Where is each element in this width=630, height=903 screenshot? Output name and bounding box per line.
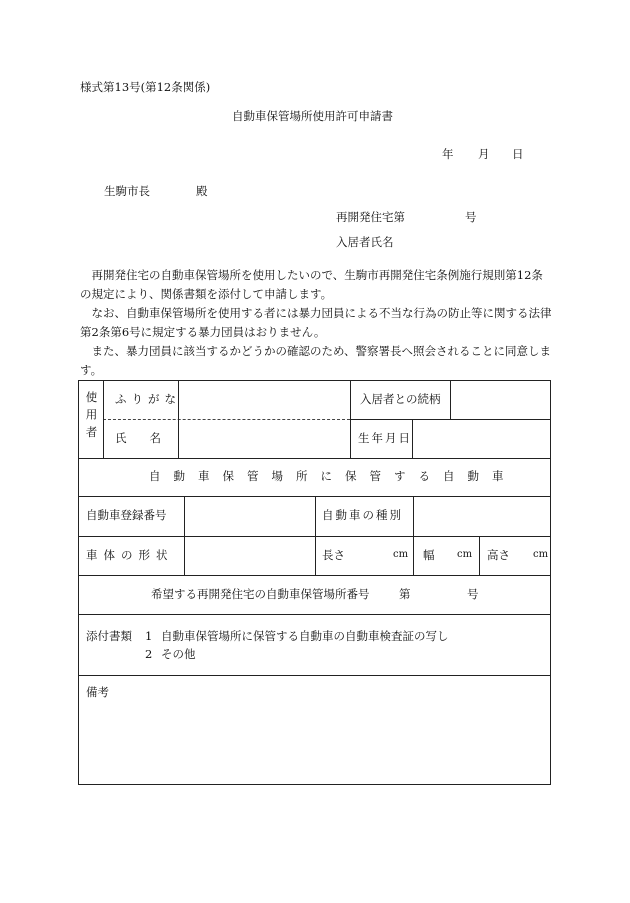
paragraph-application: 再開発住宅の自動車保管場所を使用したいので、生駒市再開発住宅条例施行規則第12条の規定により、関係書類を添付して申請します。 xyxy=(80,268,543,301)
addressee-name: 生駒市長 xyxy=(104,184,150,198)
relation-field[interactable] xyxy=(451,383,549,418)
height-label: 高さ xyxy=(487,548,510,562)
attachments-label: 添付書類 xyxy=(86,629,132,643)
body-text xyxy=(80,266,552,380)
desired-space-prefix: 第 xyxy=(399,587,411,601)
registration-number-label: 自動車登録番号 xyxy=(86,508,167,522)
registration-number-field[interactable] xyxy=(185,498,314,534)
date-day-label: 日 xyxy=(512,147,524,161)
col-divider xyxy=(315,496,316,575)
col-divider xyxy=(413,536,414,575)
attachment-2-number: 2 xyxy=(145,647,153,661)
paragraph-consent: また、暴力団員に該当するかどうかの確認のため、警察署長へ照会されることに同意します。 xyxy=(80,344,552,377)
vehicle-type-label: 自動車の種別 xyxy=(322,508,403,522)
length-unit: cm xyxy=(393,549,409,560)
date-year-label: 年 xyxy=(442,147,454,161)
housing-number-label: 再開発住宅第 xyxy=(336,210,405,224)
row-divider xyxy=(79,458,550,459)
furigana-divider xyxy=(103,419,350,420)
attachment-1-number: 1 xyxy=(145,629,153,643)
remarks-field[interactable] xyxy=(81,703,548,781)
body-shape-field[interactable] xyxy=(185,538,314,573)
attachment-1-text: 自動車保管場所に保管する自動車の自動車検査証の写し xyxy=(161,629,449,643)
body-shape-label: 車体の形状 xyxy=(86,548,174,562)
row-divider xyxy=(350,419,551,420)
desired-space-suffix: 号 xyxy=(467,587,479,601)
remarks-label: 備考 xyxy=(86,685,109,699)
vehicle-section-title: 自動車保管場所に保管する自動車 xyxy=(149,469,517,483)
relation-label: 入居者との続柄 xyxy=(360,392,441,406)
width-unit: cm xyxy=(457,549,473,560)
addressee-honorific: 殿 xyxy=(196,184,208,198)
row-divider xyxy=(79,675,550,676)
furigana-label: ふりがな xyxy=(115,392,181,406)
col-divider xyxy=(103,381,104,458)
form-number: 様式第13号(第12条関係) xyxy=(80,80,211,94)
housing-number-suffix: 号 xyxy=(465,210,477,224)
application-form-table xyxy=(78,380,551,785)
birth-date-field[interactable] xyxy=(413,421,549,456)
col-divider xyxy=(350,381,351,458)
width-label: 幅 xyxy=(423,548,435,562)
name-field[interactable] xyxy=(179,421,349,456)
length-label: 長さ xyxy=(322,548,345,562)
document-title: 自動車保管場所使用許可申請書 xyxy=(232,109,393,123)
attachment-2-text: その他 xyxy=(161,647,196,661)
resident-name-label: 入居者氏名 xyxy=(336,235,394,249)
height-unit: cm xyxy=(533,549,549,560)
birth-date-label: 生年月日 xyxy=(358,431,412,445)
date-month-label: 月 xyxy=(478,147,490,161)
furigana-field[interactable] xyxy=(179,383,349,418)
name-label: 氏 名 xyxy=(115,431,161,445)
user-label: 使用者 xyxy=(84,391,99,444)
vehicle-type-field[interactable] xyxy=(414,498,549,534)
row-divider xyxy=(79,575,550,576)
paragraph-no-gang-members: なお、自動車保管場所を使用する者には暴力団員による不当な行為の防止等に関する法律第2条第6号に規定する暴力団員はおりません。 xyxy=(80,306,552,339)
row-divider xyxy=(79,614,550,615)
desired-space-label: 希望する再開発住宅の自動車保管場所番号 xyxy=(151,587,370,601)
col-divider xyxy=(479,536,480,575)
